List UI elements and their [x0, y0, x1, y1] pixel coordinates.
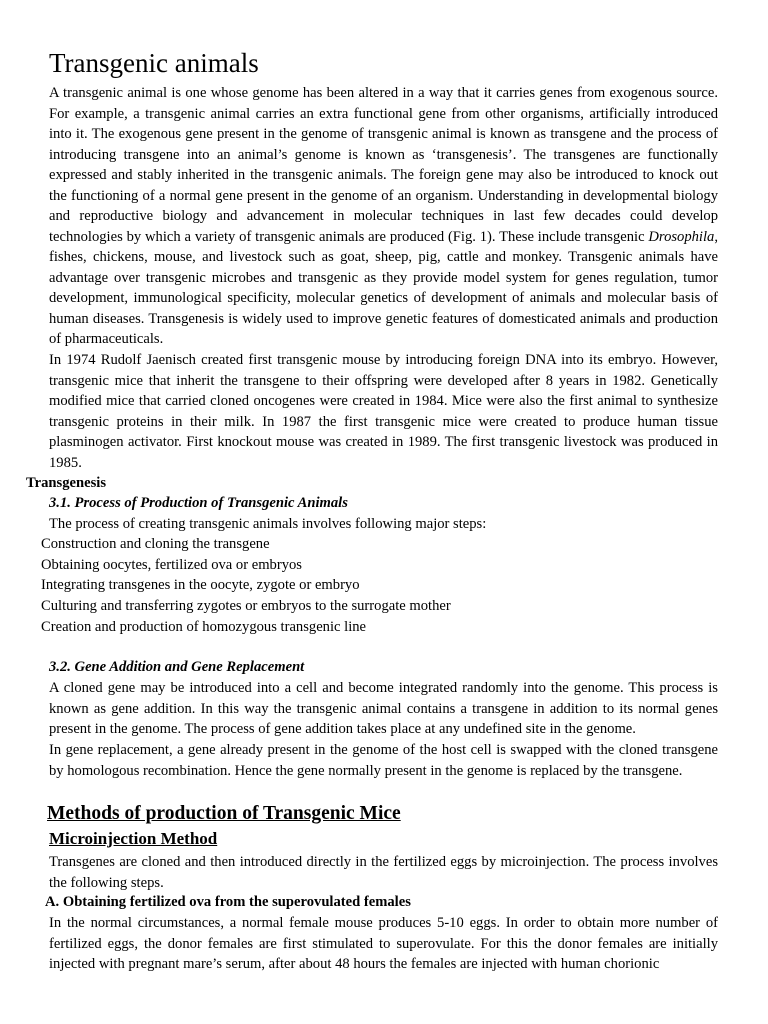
intro-paragraph-2: In 1974 Rudolf Jaenisch created first transgenic mouse by introducing foreign DNA into its embryo. However, transgenic mice that inherit the transgene to their offspring were developed after 8 years in 1982. Genetically modified mice that carried cloned oncogenes were created in 1984. Mice were also the first animal to synthesize transgenic proteins in their milk. In 1987 the first transgenic mice were created to produce human tissue plasminogen activator. First knockout mouse was created in 1989. The first transgenic livestock was produced in 1985.: [49, 352, 718, 471]
section-3-1-heading: 3.1. Process of Production of Transgenic Animals: [49, 495, 348, 511]
list-item: Obtaining oocytes, fertilized ova or embryos: [41, 556, 302, 573]
list-item: Creation and production of homozygous transgenic line: [41, 618, 367, 635]
microinjection-paragraph: Transgenes are cloned and then introduced directly in the fertilized eggs by microinjection. The process involves the following steps.: [49, 854, 718, 891]
list-item: Culturing and transferring zygotes or embryos to the surrogate mother: [41, 598, 451, 615]
methods-heading: Methods of production of Transgenic Mice: [47, 803, 401, 824]
gene-replacement-paragraph: In gene replacement, a gene already present in the genome of the host cell is swapped with the cloned transgene by homologous recombination. Hence the gene normally present in the genome is replaced by the transgene.: [49, 742, 718, 779]
intro-text-part-1: A transgenic animal is one whose genome has been altered in a way that it carries genes from exogenous source. For example, a transgenic animal carries an extra functional gene from other organisms, artificially introduced into it. The exogenous gene present in the genome of transgenic animal is known as transgene and the process of introducing transgene into an animal’s genome is known as ‘transgenesis’. The transgenes are functionally expressed and stably inherited in the transgenic animals. The foreign gene may also be introduced to knock out the functioning of a normal gene present in the genome of an organism. Understanding in developmental biology and reproductive biology and advancement in molecular techniques in last few decades could develop technologies by which a variety of transgenic animals are produced (Fig. 1). These include transgenic: [49, 85, 718, 245]
intro-text-part-2: , fishes, chickens, mouse, and livestock such as goat, sheep, pig, cattle and monkey. Transgenic animals have advantage over transgenic microbes and transgenic as they provide model system for genes regulation, tumor development, immunological specificity, molecular genetics of development of animals and molecular basis of human diseases. Transgenesis is widely used to improve genetic features of domesticated animals and production of pharmaceuticals.: [49, 228, 718, 347]
process-steps-list: [41, 534, 451, 638]
step-a-paragraph: In the normal circumstances, a normal female mouse produces 5-10 eggs. In order to obtain more number of fertilized eggs, the donor females are first stimulated to superovulate. For this the donor females are initially injected with pregnant mare’s serum, after about 48 hours the females are injected with human chorionic: [49, 915, 718, 972]
section-3-1-intro: The process of creating transgenic animals involves following major steps:: [49, 516, 487, 532]
microinjection-heading: Microinjection Method: [49, 829, 218, 848]
page-title: Transgenic animals: [49, 48, 259, 78]
list-item: Integrating transgenes in the oocyte, zygote or embryo: [41, 577, 360, 594]
step-a-heading: A. Obtaining fertilized ova from the superovulated females: [45, 894, 411, 910]
drosophila-italic: Drosophila: [648, 228, 715, 245]
intro-paragraph-1: [49, 83, 718, 350]
section-3-2-heading: 3.2. Gene Addition and Gene Replacement: [49, 659, 305, 675]
gene-addition-paragraph: A cloned gene may be introduced into a cell and become integrated randomly into the genome. This process is known as gene addition. In this way the transgenic animal contains a transgene in addition to its normal genes present in the genome. The process of gene addition takes place at any undefined site in the genome.: [49, 680, 718, 737]
list-item: Construction and cloning the transgene: [41, 536, 270, 552]
transgenesis-heading: Transgenesis: [26, 475, 107, 491]
